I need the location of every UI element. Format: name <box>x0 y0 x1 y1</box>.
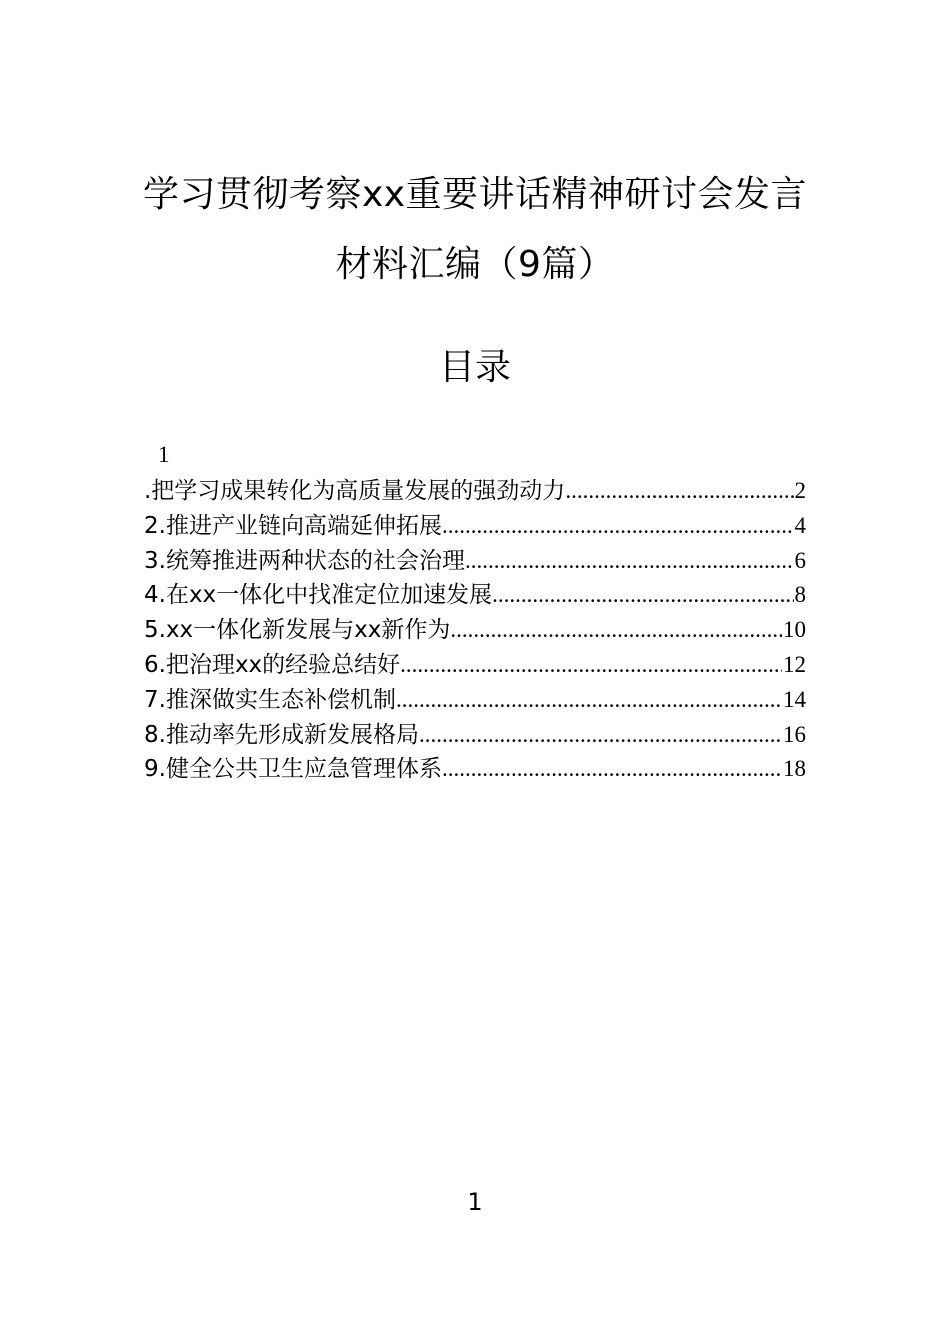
toc-entry-label: 5.xx一体化新发展与xx新作为 <box>144 617 451 644</box>
toc-entry-page: 12 <box>783 651 806 677</box>
toc-entry-label: 2.推进产业链向高端延伸拓展 <box>144 512 442 539</box>
toc-leader-dots <box>450 615 782 645</box>
toc-entry-page: 18 <box>783 756 806 782</box>
toc-entry-label: 7.推深做实生态补偿机制 <box>144 686 396 713</box>
toc-heading: 目录 <box>438 347 511 388</box>
toc-leader-dots <box>442 754 782 784</box>
toc-entry[interactable] <box>144 754 806 789</box>
toc-leader-dots <box>442 511 794 541</box>
toc-entry-label: 8.推动率先形成新发展格局 <box>144 721 419 748</box>
toc-leader-dots <box>565 476 793 506</box>
toc-entry-page: 6 <box>794 547 806 573</box>
toc-entry[interactable] <box>144 615 806 650</box>
toc-leader-dots <box>465 546 794 576</box>
toc-first-number: 1 <box>158 442 170 467</box>
toc-leader-dots <box>396 685 782 715</box>
toc-leader-dots <box>492 580 793 610</box>
document-title-line-1: 学习贯彻考察xx重要讲话精神研讨会发言 <box>142 174 808 215</box>
toc-entry-page: 8 <box>794 582 806 608</box>
toc-entry-page: 10 <box>783 617 806 643</box>
toc-leader-dots <box>400 650 782 680</box>
toc-entry-page: 14 <box>783 686 806 712</box>
table-of-contents <box>144 476 806 789</box>
toc-entry-page: 2 <box>794 478 806 503</box>
toc-entry[interactable] <box>144 580 806 615</box>
toc-entry-page: 4 <box>794 512 806 538</box>
document-title-line-2: 材料汇编（9篇） <box>335 244 615 285</box>
toc-entry-label: .把学习成果转化为高质量发展的强劲动力 <box>144 478 566 504</box>
toc-entry-page: 16 <box>783 721 806 747</box>
toc-entry-label: 4.在xx一体化中找准定位加速发展 <box>144 582 493 609</box>
toc-leader-dots <box>419 720 782 750</box>
toc-entry[interactable] <box>144 476 806 511</box>
toc-entry-label: 3.统筹推进两种状态的社会治理 <box>144 547 465 574</box>
toc-entry-label: 6.把治理xx的经验总结好 <box>144 651 401 678</box>
toc-entry-label: 9.健全公共卫生应急管理体系 <box>144 756 442 783</box>
toc-entry[interactable] <box>144 650 806 685</box>
toc-entry[interactable] <box>144 546 806 581</box>
page-number: 1 <box>467 1188 483 1216</box>
toc-entry[interactable] <box>144 685 806 720</box>
toc-entry[interactable] <box>144 720 806 755</box>
toc-entry[interactable] <box>144 511 806 546</box>
